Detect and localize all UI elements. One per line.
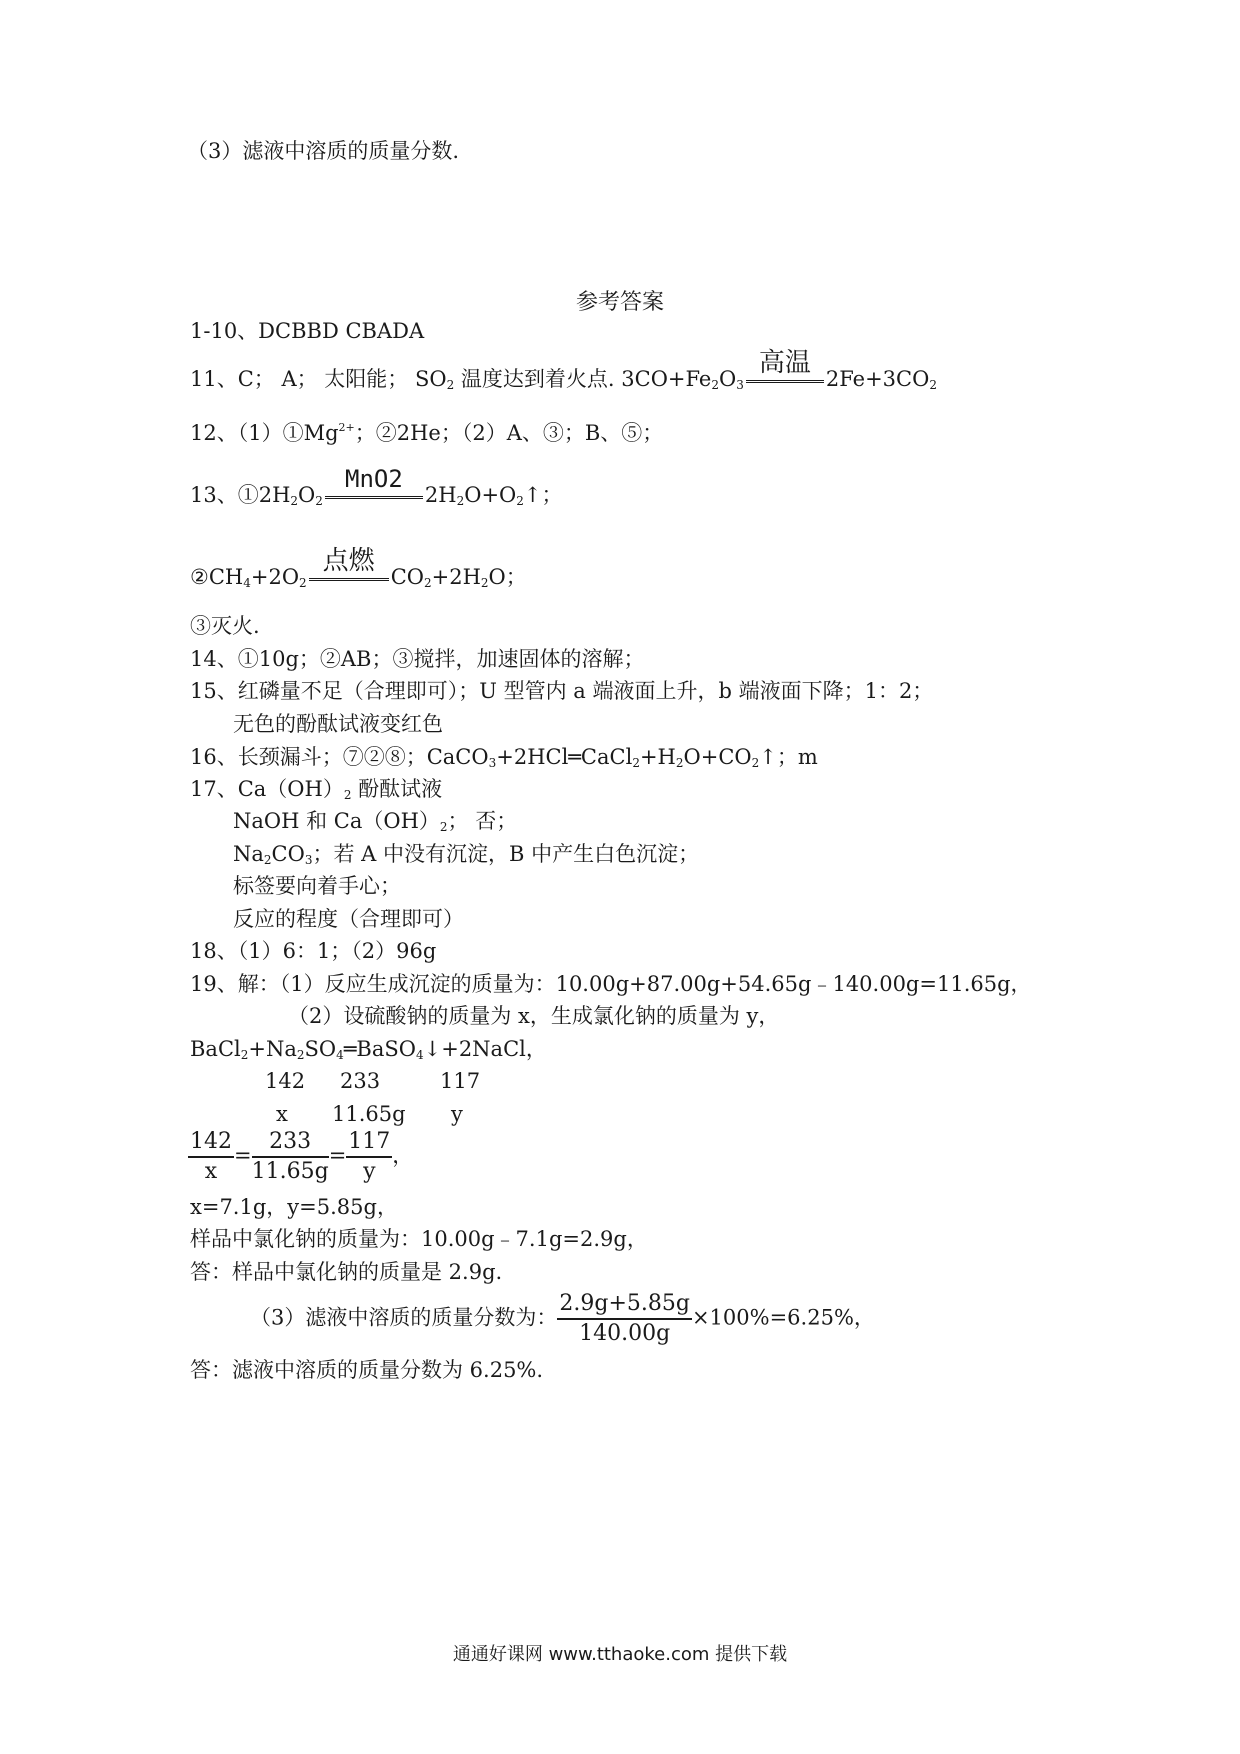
answer-15-2: 无色的酚酞试液变红色 xyxy=(233,712,443,736)
fraction: $\frac{117}{y}$ xyxy=(348,1129,391,1184)
answer-17-2: NaOH 和 $Ca(OH)_2$； 否； xyxy=(233,809,518,834)
molar-mass-142: 142 xyxy=(265,1069,306,1093)
answer-19-1: 19、解：（1）反应生成沉淀的质量为：10.00g+87.00g+54.65g﹣140.00g=11.65g， xyxy=(190,972,1032,996)
answer-14: 14、①10g；②AB；③搅拌，加速固体的溶解； xyxy=(190,647,645,671)
molar-mass-117: 117 xyxy=(440,1069,481,1093)
answer-19-nacl: 样品中氯化钠的质量为：10.00g﹣7.1g=2.9g， xyxy=(190,1227,648,1251)
answer-17-5: 反应的程度（合理即可） xyxy=(233,907,464,931)
answer-17-3: $Na_2CO_3$；若 A 中没有沉淀，B 中产生白色沉淀； xyxy=(233,842,700,867)
mass-11-65g: 11.65g xyxy=(332,1102,406,1126)
reaction-condition: MnO2 xyxy=(345,465,403,493)
fraction: $\frac{142}{x}$ xyxy=(190,1129,232,1184)
fraction: $\frac{233}{11.65g}$ xyxy=(251,1129,329,1184)
unknown-x: x xyxy=(276,1102,288,1126)
answer-19-3: （3）滤液中溶质的质量分数为： $\frac{2.9g+5.85g}{140.00g}$ ×100%=6.25%， xyxy=(250,1291,875,1346)
unknown-y: y xyxy=(451,1102,463,1126)
answer-1-10: 1-10、DCBBD CBADA xyxy=(190,319,425,343)
answer-13-3: ③灭火. xyxy=(190,614,260,638)
footer-credit: 通通好课网 www.tthaoke.com 提供下载 xyxy=(452,1644,788,1665)
answer-13-1: 13、$①2H_2O_2$ MnO2 $2H_2O+O_2↑$； xyxy=(190,465,563,508)
answer-19-conclusion-1: 答：样品中氯化钠的质量是 2.9g. xyxy=(190,1260,503,1284)
answer-11: 11、C； A； 太阳能； $SO_2$ 温度达到着火点. $3CO+Fe_2O_3$ 高温 $2Fe+3CO_2$ xyxy=(190,348,937,392)
reaction-condition: 点燃 xyxy=(322,546,375,576)
answer-18: 18、（1）6：1；（2）96g xyxy=(190,939,437,963)
answer-17-4: 标签要向着手心； xyxy=(233,874,401,898)
answer-13-2: $②CH_4+2O_2$ 点燃 $CO_2+2H_2O$； xyxy=(190,546,527,590)
answer-19-2: （2）设硫酸钠的质量为 x，生成氯化钠的质量为 y， xyxy=(288,1004,780,1028)
answer-12: 12、$(1)①Mg^{2+}$；②2He；（2）A、③；B、⑤； xyxy=(190,421,664,445)
molar-mass-233: 233 xyxy=(340,1069,381,1093)
answer-19-conclusion-2: 答：滤液中溶质的质量分数为 6.25%. xyxy=(190,1358,544,1382)
fraction: $\frac{2.9g+5.85g}{140.00g}$ xyxy=(559,1291,690,1346)
question-tail: （3）滤液中溶质的质量分数. xyxy=(187,139,460,163)
answer-19-xy: x=7.1g，y=5.85g， xyxy=(190,1195,398,1219)
proportion-equation: $\frac{142}{x}$ = $\frac{233}{11.65g}$ = $\frac{117}{y}$ ， xyxy=(190,1129,414,1184)
reaction-condition: 高温 xyxy=(758,348,811,378)
answer-16: 16、长颈漏斗；⑦②⑧；$CaCO_3+2HCl═CaCl_2+H_2O+CO_2↑$；m xyxy=(190,745,818,770)
answer-key-title: 参考答案 xyxy=(575,290,664,315)
answer-17-1: 17、$Ca(OH)_2$ 酚酞试液 xyxy=(190,777,443,802)
answer-15-1: 15、红磷量不足（合理即可）；U 型管内 a 端液面上升，b 端液面下降；1：2； xyxy=(190,679,934,703)
answer-19-equation: $BaCl_2+Na_2SO_4═BaSO_4↓+2NaCl$， xyxy=(190,1037,547,1062)
